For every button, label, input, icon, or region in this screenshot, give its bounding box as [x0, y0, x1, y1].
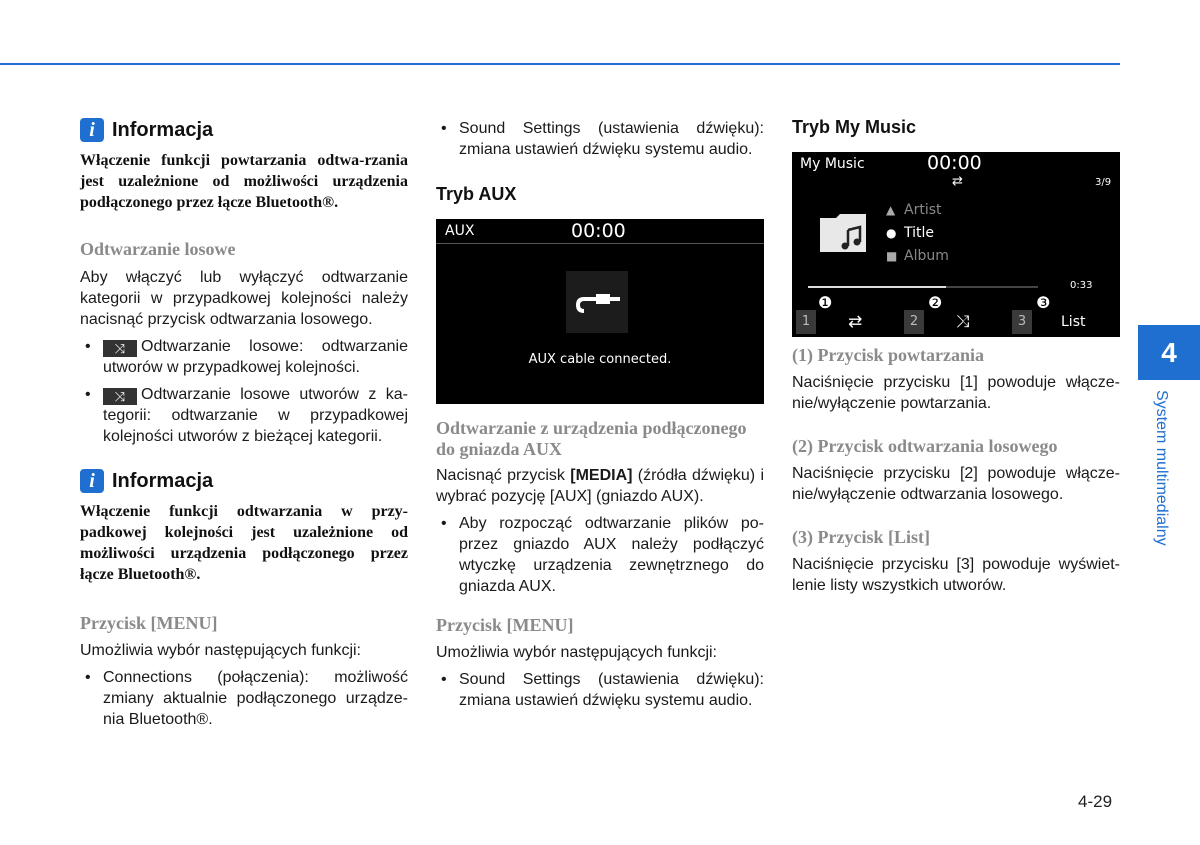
aux-message: AUX cable connected. [528, 352, 672, 367]
body-text: Nacisnąć przycisk [436, 467, 571, 484]
list-button[interactable]: List [1061, 314, 1086, 330]
section-heading: Przycisk [MENU] [436, 615, 574, 635]
bullet-list [436, 669, 764, 711]
repeat-status-icon: ⇄ [952, 174, 963, 189]
marker-1: ❶ [818, 293, 833, 312]
bullet-list [436, 513, 764, 597]
elapsed-time: 0:33 [1070, 280, 1093, 291]
my-music-screen [792, 152, 1120, 337]
artist-label: Artist [904, 202, 942, 218]
section-heading: (3) Przycisk [List] [792, 527, 930, 547]
shuffle-button-icon[interactable]: ⤨ [956, 312, 970, 332]
section-body: Naciśnięcie przycisku [1] powoduje włącze-nie/wyłączenie powtarzania. [792, 374, 1120, 412]
chapter-tab: 4 [1138, 325, 1200, 380]
chapter-label-container [1150, 390, 1190, 570]
section-heading: (1) Przycisk powtarzania [792, 345, 984, 365]
info-box-1-header [80, 118, 408, 142]
column-1 [80, 112, 408, 736]
track-count: 3/9 [1095, 177, 1112, 188]
button-number: 3 [1017, 314, 1027, 329]
list-item: • Sound Settings (ustawienia dźwięku): zmiana ustawień dźwięku systemu audio. [436, 669, 764, 711]
list-item: • Sound Settings (ustawienia dźwięku): zmiana ustawień dźwięku systemu audio. [436, 118, 764, 160]
list-item [80, 384, 408, 447]
top-rule [0, 63, 1120, 65]
progress-fill [808, 286, 946, 288]
aux-mode-title: Tryb AUX [436, 184, 517, 204]
shuffle-icon: ⤨ [103, 340, 137, 357]
title-icon: ● [886, 226, 897, 240]
bullet-list [80, 336, 408, 447]
info-title: Informacja [112, 469, 214, 492]
info-icon: i [80, 469, 104, 493]
media-key-label: [MEDIA] [570, 467, 633, 484]
button-number: 1 [801, 314, 811, 329]
shuffle-category-icon: ⤨ [103, 388, 137, 405]
list-item: • Aby rozpocząć odtwarzanie plików po-przez gniazdo AUX należy podłączyć wtyczkę urządzenia zewnętrznego do gniazda AUX. [436, 513, 764, 597]
section-heading: Odtwarzanie losowe [80, 239, 236, 259]
section-body [436, 465, 764, 507]
info-icon: i [80, 118, 104, 142]
section-body: Umożliwia wybór następujących funkcji: [436, 644, 717, 661]
section-heading: (2) Przycisk odtwarzania losowego [792, 436, 1058, 456]
info-box-2-header [80, 469, 408, 493]
info-title: Informacja [112, 118, 214, 141]
section-body: Aby włączyć lub wyłączyć odtwarzanie kategorii w przypadkowej kolejności należy nacisnąć przycisk odtwarzania losowego. [80, 269, 408, 328]
chapter-label: System multimedialny [1153, 390, 1170, 546]
button-3-number[interactable] [1012, 310, 1032, 334]
button-1-number[interactable] [796, 310, 816, 334]
list-item [80, 336, 408, 378]
section-body: Umożliwia wybór następujących funkcji: [80, 642, 361, 659]
aux-screen [436, 219, 764, 404]
list-item-text: Odtwarzanie losowe utworów z ka-tegorii: odtwarzanie w przypadkowej kolejności utworów z bieżącej kategorii. [103, 386, 408, 445]
my-music-mode-title: Tryb My Music [792, 117, 917, 137]
artist-icon: ▲ [886, 203, 896, 217]
section-body: Naciśnięcie przycisku [3] powoduje wyświet-lenie listy wszystkich utworów. [792, 556, 1120, 594]
marker-2: ❷ [928, 293, 943, 312]
folder-music-icon [820, 212, 868, 254]
column-3 [792, 117, 1120, 596]
section-body: Naciśnięcie przycisku [2] powoduje włącze-nie/wyłączenie odtwarzania losowego. [792, 465, 1120, 503]
button-number: 2 [909, 314, 919, 329]
button-2-number[interactable] [904, 310, 924, 334]
marker-3: ❸ [1036, 293, 1051, 312]
music-time: 00:00 [927, 152, 982, 174]
list-item-text: Odtwarzanie losowe: odtwarzanie utworów w przypadkowej kolejności. [103, 338, 408, 376]
repeat-button-icon[interactable]: ⇄ [848, 312, 863, 332]
album-label: Album [904, 248, 949, 264]
info-body: Włączenie funkcji powtarzania odtwa-rzania jest uzależnione od możliwości urządzenia podłączonego przez łącze Bluetooth®. [80, 152, 408, 211]
bullet-list [436, 118, 764, 160]
album-icon: ■ [886, 249, 898, 263]
body-text: (źródła dźwięku) i wybrać pozycję [AUX] (gniazdo AUX). [436, 467, 764, 505]
page-number: 4-29 [1078, 792, 1113, 811]
bullet-list [80, 667, 408, 730]
column-2 [436, 118, 764, 717]
section-heading: Odtwarzanie z urządzenia podłączonego do gniazda AUX [436, 418, 747, 459]
list-item: • Connections (połączenia): możliwość zmiany aktualnie podłączonego urządze-nia Bluetooth®. [80, 667, 408, 730]
music-label: My Music [800, 156, 865, 172]
info-body: Włączenie funkcji odtwarzania w przy-padkowej kolejności jest uzależnione od możliwości urządzenia podłączonego przez łącze Bluetooth®. [80, 503, 408, 583]
aux-cable-icon [566, 271, 628, 333]
section-heading: Przycisk [MENU] [80, 613, 218, 633]
title-label: Title [904, 225, 935, 241]
progress-track [808, 286, 1038, 288]
aux-label: AUX [445, 223, 475, 239]
aux-time: 00:00 [571, 220, 626, 242]
